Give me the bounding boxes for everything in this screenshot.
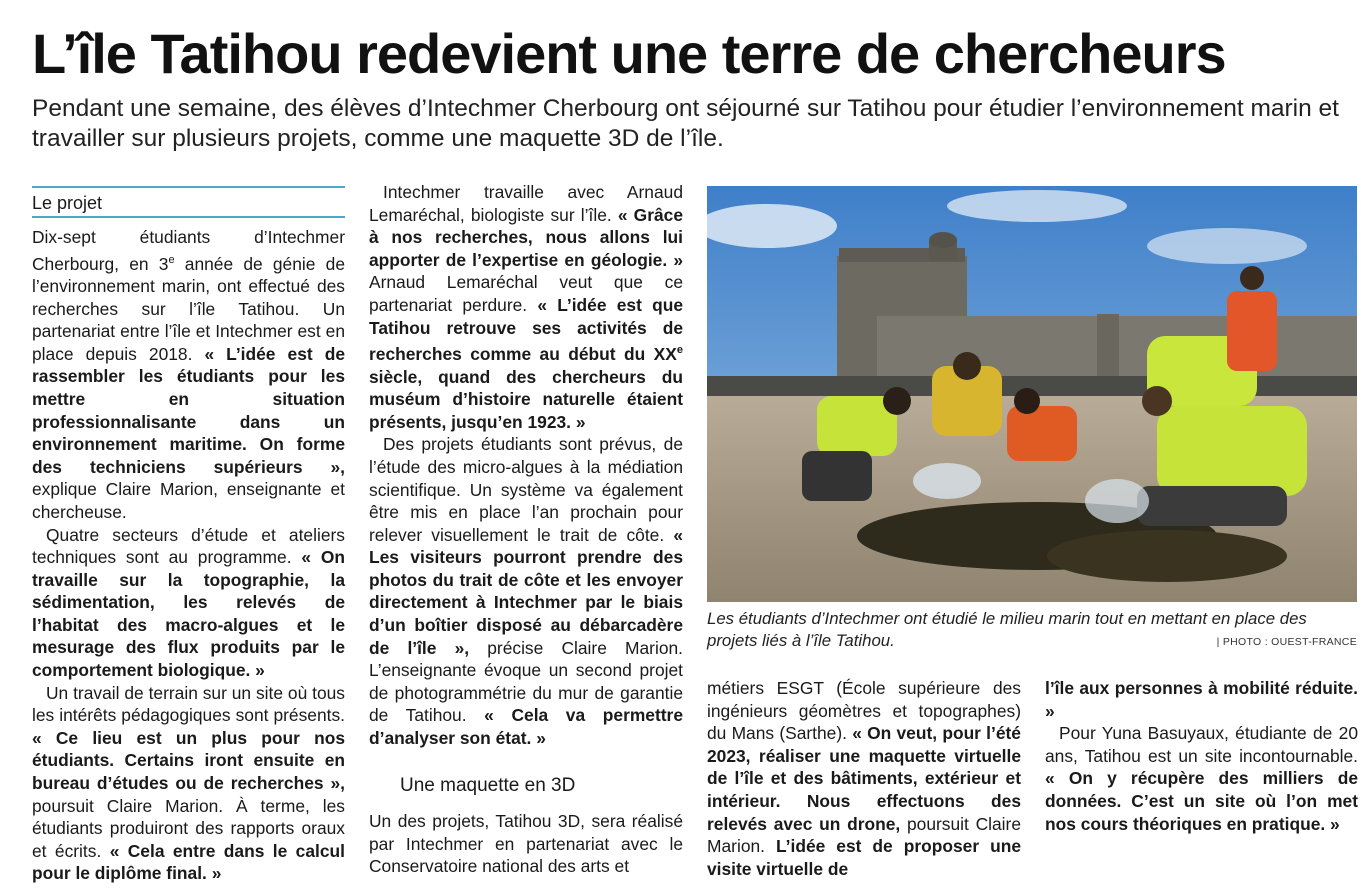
text-run: Dix-sept étudiants d’Intechmer Cherbourg, en 3	[32, 227, 345, 274]
article-photo	[707, 186, 1357, 602]
paragraph	[32, 524, 345, 682]
paragraph	[369, 810, 683, 878]
quote-bold: « Grâce à nos recherches, nous allons lui apporter de l’expertise en géologie. »	[369, 204, 683, 270]
quote-bold: « On travaille sur la topographie, la sédimentation, les relevés de l’habitat des macro-algues et le mesurage des flux produits par le comportement biologique. »	[32, 547, 346, 681]
text-run: précise Claire Marion. L’enseignante évoque un second projet de photogrammétrie du mur de garantie de Tatihou.	[369, 637, 683, 726]
quote-bold: l’île aux personnes à mobilité réduite. »	[1045, 678, 1358, 721]
paragraph	[369, 433, 683, 749]
text-run: métiers ESGT (École supérieure des ingénieurs géomètres et topographes) du Mans (Sarthe).	[707, 678, 1021, 744]
quote-bold: « Cela entre dans le calcul pour le diplôme final. »	[32, 840, 345, 884]
quote-bold: « Cela va permettre d’analyser son état. »	[369, 705, 683, 749]
quote-bold: « Ce lieu est un plus pour nos étudiants. Certains iront ensuite en bureau d’études ou de recherches »,	[32, 727, 345, 794]
text-column-4	[1045, 677, 1358, 835]
text-run: année de génie de l’environnement marin, ont effectué des recherches sur l’île Tatihou. Un partenariat entre l’île et Intechmer est en place depuis 2018.	[32, 253, 345, 364]
paragraph	[32, 682, 345, 885]
photo-credit: | PHOTO : OUEST-FRANCE	[1216, 636, 1357, 648]
paragraph	[32, 226, 345, 524]
quote-bold: L’idée est de proposer une visite virtuelle de	[707, 836, 1022, 879]
text-run: poursuit Claire Marion.	[707, 813, 1022, 857]
text-run: Intechmer travaille avec Arnaud Lemaréchal, biologiste sur l’île.	[369, 182, 683, 225]
standfirst: Pendant une semaine, des élèves d’Intechmer Cherbourg ont séjourné sur Tatihou pour étudier l’environnement marin et travailler sur plusieurs projets, comme une maquette 3D de l’île.	[32, 95, 1339, 152]
superscript: e	[168, 253, 175, 266]
text-run: Arnaud Lemaréchal veut que ce partenariat perdure.	[369, 272, 683, 315]
text-column-1	[32, 226, 345, 885]
text-column-2b	[369, 810, 683, 878]
quote-bold: « On y récupère des milliers de données. C’est un site où l’on met nos cours théoriques en pratique. »	[1045, 768, 1358, 834]
text-run: poursuit Claire Marion. À terme, les étudiants produiront des rapports oraux et écrits.	[32, 795, 345, 861]
quote-bold: « L’idée est que Tatihou retrouve ses activités de recherches comme au début du XX	[369, 294, 683, 364]
text-run: Des projets étudiants sont prévus, de l’étude des micro-algues à la médiation scientifique. Un système va également être mis en place l’an prochain pour relever visuellement le trait de côte.	[369, 434, 683, 545]
section-label-box	[32, 186, 345, 218]
superscript: e	[676, 344, 683, 357]
text-run: Quatre secteurs d’étude et ateliers techniques sont au programme.	[32, 524, 345, 568]
paragraph	[1045, 722, 1358, 835]
text-column-3	[707, 677, 1021, 880]
photo-fort-beach-students-icon	[707, 186, 1357, 602]
text-run: Un travail de terrain sur un site où tous les intérêts pédagogiques sont présents.	[32, 682, 345, 726]
paragraph	[707, 677, 1021, 880]
quote-bold: « Les visiteurs pourront prendre des photos du trait de côte et les envoyer directement à Intechmer par le biais d’un boîtier disposé au débarcadère de l’île »,	[369, 524, 683, 658]
headline: L’île Tatihou redevient une terre de chercheurs	[32, 22, 1226, 85]
text-column-2	[369, 181, 683, 750]
quote-bold: siècle, quand des chercheurs du muséum d’histoire naturelle étaient présents, jusqu’en 1923. »	[369, 366, 683, 432]
subheading: Une maquette en 3D	[400, 775, 576, 796]
quote-bold: « On veut, pour l’été 2023, réaliser une maquette virtuelle de l’île et des bâtiments, extérieur et intérieur. Nous effectuons des relevés avec un drone,	[707, 723, 1021, 834]
section-label: Le projet	[32, 193, 103, 213]
photo-caption: Les étudiants d’Intechmer ont étudié le milieu marin tout en mettant en place des projets liés à l’île Tatihou.	[707, 609, 1307, 650]
paragraph	[1045, 677, 1358, 722]
text-run: explique Claire Marion, enseignante et chercheuse.	[32, 479, 345, 522]
text-run: Un des projets, Tatihou 3D, sera réalisé par Intechmer en partenariat avec le Conservatoire national des arts et	[369, 811, 683, 877]
paragraph	[369, 181, 683, 433]
text-run: Pour Yuna Basuyaux, étudiante de 20 ans, Tatihou est un site incontournable.	[1045, 723, 1358, 766]
quote-bold: « L’idée est de rassembler les étudiants pour les mettre en situation professionnalisante dans un environnement maritime. On forme des techniciens supérieurs »,	[32, 343, 345, 477]
